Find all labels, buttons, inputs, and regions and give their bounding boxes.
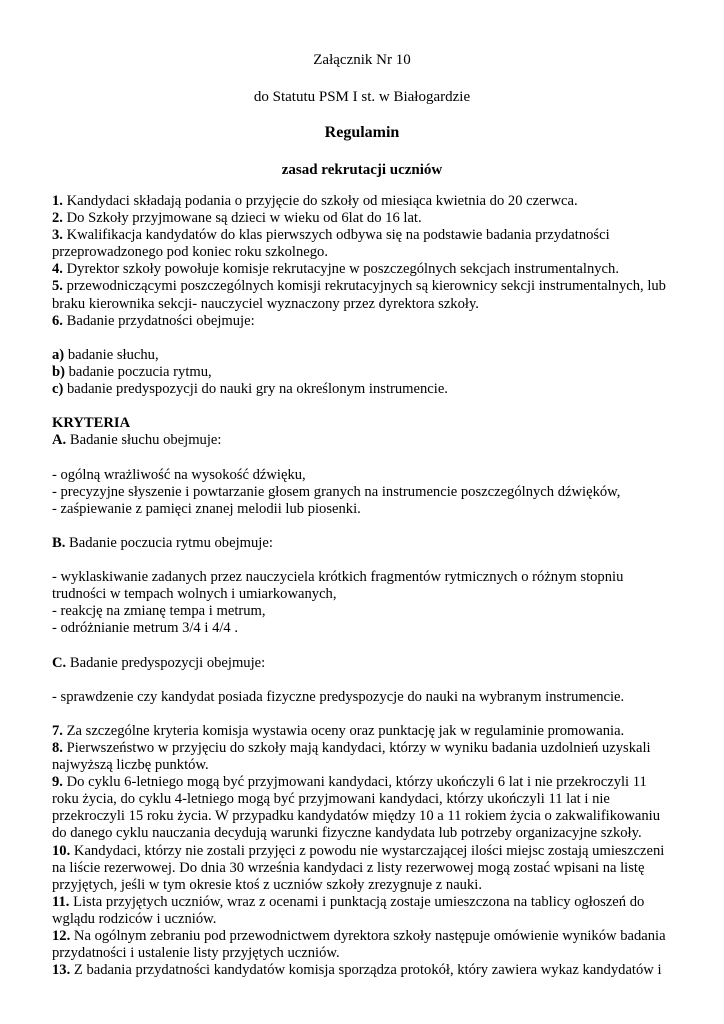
text-line	[52, 586, 680, 603]
blank-line	[52, 330, 680, 347]
text-line	[52, 603, 680, 620]
line-text: przyjętych, jeśli w tym okresie ktoś z uczniów szkoły zrezygnuje z nauki.	[52, 876, 482, 893]
item-marker: KRYTERIA	[52, 415, 131, 432]
line-text: badanie predyspozycji do nauki gry na określonym instrumencie.	[63, 381, 448, 398]
line-text: Kwalifikacja kandydatów do klas pierwszych odbywa się na podstawie badania przydatności	[62, 227, 610, 244]
line-text: Do cyklu 6-letniego mogą być przyjmowani kandydaci, którzy ukończyli 6 lat i nie przekroczyli 11	[62, 774, 647, 791]
document-title: Regulamin	[324, 124, 400, 141]
text-line	[52, 347, 680, 364]
line-text: - sprawdzenie czy kandydat posiada fizyczne predyspozycje do nauki na wybranym instrumencie.	[52, 688, 625, 705]
item-marker: 9.	[52, 774, 63, 791]
text-line	[52, 791, 680, 808]
line-text: Na ogólnym zebraniu pod przewodnictwem dyrektora szkoły następuje omówienie wyników badania	[70, 928, 666, 945]
text-line	[52, 484, 680, 501]
blank-line	[52, 449, 680, 466]
text-line	[52, 364, 680, 381]
text-line	[52, 415, 680, 432]
line-text: Lista przyjętych uczniów, wraz z ocenami i punktacją zostaje umieszczona na tablicy ogłoszeń do	[69, 893, 645, 910]
line-text: braku kierownika sekcji- nauczyciel wyznaczony przez dyrektora szkoły.	[52, 295, 479, 312]
line-text: roku życia, do cyklu 4-letniego mogą być przyjmowani kandydaci, którzy ukończyli 11 lat i nie	[52, 791, 610, 808]
item-marker: C.	[52, 654, 67, 671]
blank-line	[52, 518, 680, 535]
line-text: Do Szkoły przyjmowane są dzieci w wieku od 6lat do 16 lat.	[62, 210, 422, 227]
text-line	[52, 313, 680, 330]
text-line	[52, 655, 680, 672]
text-line	[52, 261, 680, 278]
line-text: Badanie przydatności obejmuje:	[62, 312, 255, 329]
attachment-number: Załącznik Nr 10	[313, 52, 411, 68]
text-line	[52, 278, 680, 295]
text-line	[52, 620, 680, 637]
text-line	[52, 825, 680, 842]
text-line	[52, 501, 680, 518]
line-text: Kandydaci składają podania o przyjęcie do szkoły od miesiąca kwietnia do 20 czerwca.	[62, 193, 578, 209]
item-marker: 8.	[52, 740, 63, 756]
text-line	[52, 808, 680, 825]
item-marker: 4.	[52, 261, 63, 278]
item-marker: 11.	[52, 893, 70, 910]
blank-line	[52, 706, 680, 723]
item-marker: 3.	[52, 227, 63, 244]
line-text: Badanie poczucia rytmu obejmuje:	[65, 534, 273, 551]
line-text: badanie słuchu,	[64, 346, 159, 363]
blank-line	[52, 552, 680, 569]
text-line	[52, 227, 680, 244]
item-marker: 12.	[52, 928, 71, 945]
item-marker: 1.	[52, 193, 63, 209]
line-text: Pierwszeństwo w przyjęciu do szkoły mają kandydaci, którzy w wyniku badania uzdolnień uzyskali	[62, 740, 651, 756]
text-line	[52, 843, 680, 860]
text-line	[52, 193, 680, 210]
line-text: - precyzyjne słyszenie i powtarzanie głosem granych na instrumencie poszczególnych dźwięków,	[52, 483, 621, 500]
item-marker: 7.	[52, 722, 63, 739]
text-line	[52, 860, 680, 877]
text-line	[52, 877, 680, 894]
line-text: Badanie słuchu obejmuje:	[66, 432, 222, 449]
text-line	[52, 296, 680, 313]
document-body	[52, 193, 680, 979]
line-text: Badanie predyspozycji obejmuje:	[66, 654, 266, 671]
text-line	[52, 723, 680, 740]
line-text: najwyższą liczbę punktów.	[52, 757, 209, 774]
blank-line	[52, 672, 680, 689]
line-text: - reakcję na zmianę tempa i metrum,	[52, 603, 266, 620]
line-text: przeprowadzonego pod koniec roku szkolnego.	[52, 244, 328, 261]
text-line	[52, 740, 680, 757]
line-text: Dyrektor szkoły powołuje komisje rekrutacyjne w poszczególnych sekcjach instrumentalnych.	[62, 261, 619, 278]
line-text: - zaśpiewanie z pamięci znanej melodii lub piosenki.	[52, 500, 361, 517]
line-text: wglądu rodziców i uczniów.	[52, 910, 217, 927]
line-text: - odróżnianie metrum 3/4 i 4/4 .	[52, 620, 239, 637]
text-line	[52, 689, 680, 706]
line-text: przewodniczącymi poszczególnych komisji rekrutacyjnych są kierownicy sekcji instrumentalnych, lub	[62, 278, 666, 295]
blank-line	[52, 398, 680, 415]
text-line	[52, 569, 680, 586]
statute-reference: do Statutu PSM I st. w Białogardzie	[253, 89, 471, 105]
blank-line	[52, 637, 680, 654]
text-line	[52, 945, 680, 962]
item-marker: a)	[52, 346, 65, 363]
text-line	[52, 928, 680, 945]
text-line	[52, 244, 680, 261]
text-line	[52, 911, 680, 928]
line-text: na liście rezerwowej. Do dnia 30 września kandydaci z listy rezerwowej mogą zostać wpisani na listę	[52, 859, 645, 876]
line-text: Z badania przydatności kandydatów komisja sporządza protokół, który zawiera wykaz kandydatów i	[70, 962, 662, 979]
text-line	[52, 210, 680, 227]
line-text: do danego cyklu nauczania decydują warunki fizyczne kandydata lub potrzeby organizacyjne szkoły.	[52, 825, 642, 842]
text-line	[52, 535, 680, 552]
item-marker: 6.	[52, 312, 63, 329]
item-marker: 13.	[52, 962, 71, 979]
text-line	[52, 467, 680, 484]
line-text: przekroczyli 15 roku życia. W przypadku kandydatów między 10 a 11 rokiem życia o zakwalifikowaniu	[52, 808, 660, 825]
item-marker: 2.	[52, 210, 63, 227]
item-marker: c)	[52, 381, 64, 398]
line-text: trudności w tempach wolnych i umiarkowanych,	[52, 586, 337, 603]
item-marker: A.	[52, 432, 67, 449]
document-subtitle: zasad rekrutacji uczniów	[281, 162, 443, 178]
line-text: - wyklaskiwanie zadanych przez nauczyciela krótkich fragmentów rytmicznych o różnym stopniu	[52, 569, 624, 586]
item-marker: 10.	[52, 842, 71, 859]
text-line	[52, 774, 680, 791]
text-line	[52, 432, 680, 449]
item-marker: B.	[52, 534, 66, 551]
text-line	[52, 962, 680, 979]
line-text: Za szczególne kryteria komisja wystawia oceny oraz punktację jak w regulaminie promowania.	[62, 722, 625, 739]
line-text: - ogólną wrażliwość na wysokość dźwięku,	[52, 466, 306, 483]
item-marker: 5.	[52, 278, 63, 295]
line-text: badanie poczucia rytmu,	[64, 363, 212, 380]
text-line	[52, 381, 680, 398]
text-line	[52, 894, 680, 911]
line-text: Kandydaci, którzy nie zostali przyjęci z powodu nie wystarczającej ilości miejsc zostają umieszczeni	[70, 842, 665, 859]
item-marker: b)	[52, 363, 65, 380]
text-line	[52, 757, 680, 774]
line-text: przydatności i ustalenie listy przyjętych uczniów.	[52, 945, 340, 962]
